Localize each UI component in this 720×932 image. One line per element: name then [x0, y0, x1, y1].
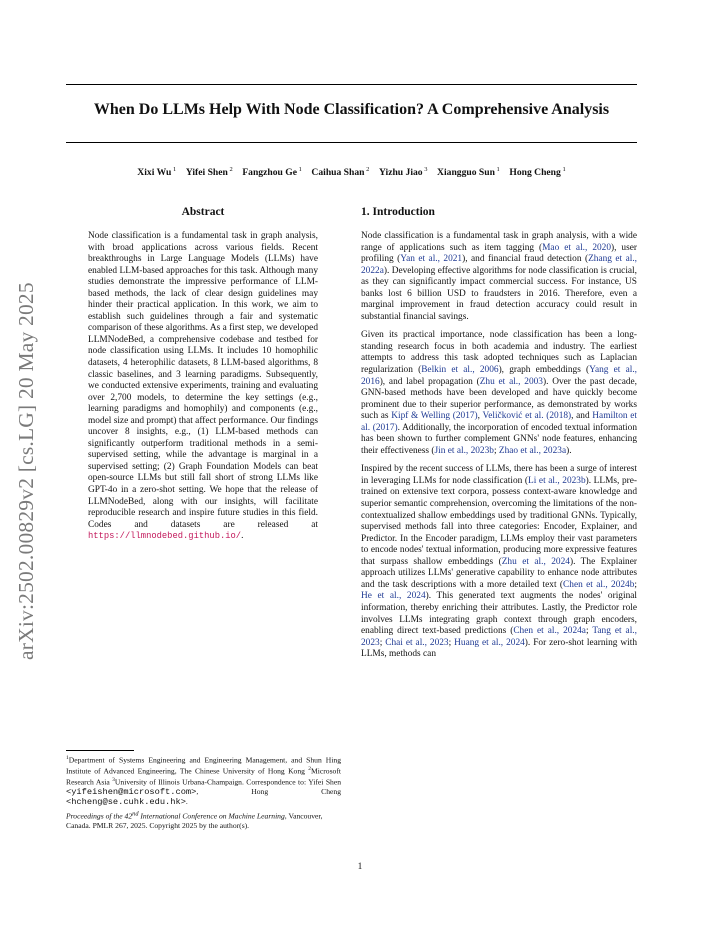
intro-paragraph-2: Given its practical importance, node classification has been a long-standing research focus in both academia and industry. The earliest attempts to address this task adopted techniques such as Laplacian regularization (Belkin et al., 2006), graph embeddings (Yang et al., 2016), and label propagation (Zhu et al., 2003). Over the past decade, GNN-based methods have been developed and have quickly become prominent due to their superior performance, as demonstrated by works such as Kipf & Welling (2017), Veličković et al. (2018), and Hamilton et al. (2017). Additionally, the incorporation of encoded textual information has been shown to further complement GNNs' node features, enhancing their effectiveness (Jin et al., 2023b; Zhao et al., 2023a). — [361, 330, 638, 456]
abstract-body: Node classification is a fundamental task in graph analysis, with broad applications across various fields. Recent breakthroughs in Large Language Models (LLMs) have enabled LLM-based approaches for this task. Although many studies demonstrate the impressive performance of LLM-based methods, the lack of clear design guidelines may hinder their practical application. In this work, we aim to establish such guidelines through a fair and systematic comparison of these algorithms. As a first step, we developed LLMNodeBed, a comprehensive codebase and testbed for node classification using LLMs. It includes 10 homophilic datasets, 4 heterophilic datasets, 8 LLM-based algorithms, 8 classic baselines, and 3 learning paradigms. Subsequently, we conducted extensive experiments, training and evaluating over 2,700 models, to determine the key settings (e.g., learning paradigms and homophily) and components (e.g., model size and prompt) that affect performance. Our findings uncover 8 insights, e.g., (1) LLM-based methods can significantly outperform traditional methods in a semi-supervised setting, while the advantage is marginal in a supervised setting; (2) Graph Foundation Models can beat open-source LLMs but still fall short of strong LLMs like GPT-4o in a zero-shot setting. We hope that the release of LLMNodeBed, along with our insights, will facilitate reproducible research and inspire future studies in this field. Codes and datasets are released at https://llmnodebed.github.io/. — [88, 231, 318, 542]
citation-link[interactable]: Chen et al., 2024a — [513, 626, 586, 637]
citation-link[interactable]: Yan et al., 2021 — [400, 254, 463, 265]
email-link[interactable]: <yifeishen@microsoft.com> — [66, 786, 197, 797]
citation-link[interactable]: Li et al., 2023b — [528, 475, 586, 486]
citation-link[interactable]: Veličković et al. (2018) — [482, 411, 572, 422]
abstract-text: Node classification is a fundamental task in graph analysis, with broad applications across various fields. Recent breakthroughs in Large Language Models (LLMs) have enabled LLM-based approaches for this task. Although many studies demonstrate the impressive performance of LLM-based methods, the lack of clear design guidelines may hinder their practical application. In this work, we aim to establish such guidelines through a fair and systematic comparison of these algorithms. As a first step, we developed LLMNodeBed, a comprehensive codebase and testbed for node classification using LLMs. It includes 10 homophilic datasets, 4 heterophilic datasets, 8 LLM-based algorithms, 8 classic baselines, and 3 learning paradigms. Subsequently, we conducted extensive experiments, training and evaluating over 2,700 models, to determine the key settings (e.g., learning paradigms and homophily) and components (e.g., model size and prompt) that affect performance. Our findings uncover 8 insights, e.g., (1) LLM-based methods can significantly outperform traditional methods in a semi-supervised setting, while the advantage is marginal in a supervised setting; (2) Graph Foundation Models can beat open-source LLMs but still fall short of strong LLMs like GPT-4o in a zero-shot setting. We hope that the release of LLMNodeBed, along with our insights, will facilitate reproducible research and inspire future studies in this field. Codes and datasets are released at — [88, 231, 318, 530]
author-affiliation: 1 — [171, 166, 177, 173]
citation-link[interactable]: Zhu et al., 2003 — [479, 376, 543, 387]
author-name: Fangzhou Ge — [242, 167, 297, 179]
author-affiliation: 1 — [560, 166, 566, 173]
citation-link[interactable]: Jin et al., 2023b — [434, 445, 494, 456]
citation-link[interactable]: He et al., 2024 — [361, 591, 426, 602]
intro-paragraph-3: Inspired by the recent success of LLMs, there has been a surge of interest in leveraging LLMs for node classification (Li et al., 2023b). LLMs, pre-trained on extensive text corpora, possess context-aware knowledge and superior semantic comprehension, overcoming the limitations of the non-contextualized shallow embeddings used by traditional GNNs. Typically, supervised methods fall into three categories: Encoder, Explainer, and Predictor. In the Encoder paradigm, LLMs employ their vast parameters to encode nodes' textual information, producing more expressive features that surpass shallow embeddings (Zhu et al., 2024). The Explainer approach utilizes LLMs' generative capability to enhance node attributes and the task descriptions with a more detailed text (Chen et al., 2024b; He et al., 2024). This generated text augments the nodes' original information, thereby enriching their attributes. Lastly, the Predictor role involves LLMs integrating graph context through graph encoders, enabling direct text-based predictions (Chen et al., 2024a; Tang et al., 2023; Chai et al., 2023; Huang et al., 2024). For zero-shot learning with LLMs, methods can — [361, 464, 638, 660]
author-affiliation: 2 — [364, 166, 370, 173]
citation-link[interactable]: Chai et al., 2023 — [385, 637, 449, 648]
affiliation-footnote: $^1$Department of Systems Engineering and Engineering Management, and Shun Hing Institute of Advanced Engineering, The Chinese University of Hong Kong $^2$Microsoft Research Asia $^3$University of Illinois Urbana-Champaign. Correspondence to: Yifei Shen <yifeishen@microsoft.com>, Hong Cheng <hcheng@se.cuhk.edu.hk>. — [66, 755, 342, 808]
author-name: Caihua Shan — [311, 167, 365, 179]
title-bottom-rule — [66, 142, 637, 143]
citation-link[interactable]: Kipf & Welling (2017) — [391, 411, 478, 422]
citation-link[interactable]: Yang et al., 2016 — [361, 365, 637, 387]
author-affiliation: 1 — [494, 166, 500, 173]
citation-link[interactable]: Zhu et al., 2024 — [501, 556, 570, 567]
author-affiliation: 2 — [227, 166, 233, 173]
citation-link[interactable]: Huang et al., 2024 — [454, 637, 525, 648]
author-name: Yizhu Jiao — [378, 167, 423, 179]
citation-link[interactable]: Belkin et al., 2006 — [421, 365, 499, 376]
author-affiliation: 3 — [422, 166, 428, 173]
author-name: Xixi Wu — [137, 167, 172, 179]
code-link[interactable]: https://llmnodebed.github.io/ — [88, 531, 242, 542]
proceedings-note: Proceedings of the 42nd International Conference on Machine Learning, Vancouver, Canada. PMLR 267, 2025. Copyright 2025 by the author(s). — [66, 810, 323, 831]
citation-link[interactable]: Zhao et al., 2023a — [498, 445, 567, 456]
author-name: Hong Cheng — [509, 167, 561, 179]
author-name: Yifei Shen — [185, 167, 228, 179]
right-column — [361, 205, 637, 668]
citation-link[interactable]: Tang et al., 2023 — [361, 626, 637, 648]
paper-title: When Do LLMs Help With Node Classification? A Comprehensive Analysis — [93, 101, 610, 118]
introduction-heading: 1. Introduction — [361, 206, 435, 218]
email-link[interactable]: <hcheng@se.cuhk.edu.hk> — [66, 797, 186, 808]
citation-link[interactable]: Zhang et al., 2022a — [361, 254, 637, 276]
citation-link[interactable]: Hamilton et al. (2017) — [361, 411, 637, 433]
citation-link[interactable]: Mao et al., 2020 — [542, 242, 612, 253]
footnote-rule — [66, 750, 134, 751]
arxiv-identifier[interactable]: arXiv:2502.00829v2 [cs.LG] 20 May 2025 — [14, 282, 38, 660]
abstract-heading: Abstract — [181, 206, 225, 218]
left-column — [88, 205, 318, 543]
intro-paragraph-1: Node classification is a fundamental task in graph analysis, with a wide range of applications such as item tagging (Mao et al., 2020), user profiling (Yan et al., 2021), and financial fraud detection (Zhang et al., 2022a). Developing effective algorithms for node classification is crucial, as they can significantly impact commercial success. For instance, US banks lost 6 billion USD to fraudsters in 2016. Therefore, even a marginal improvement in fraud detection accuracy could result in substantial financial savings. — [361, 231, 637, 322]
top-rule — [66, 84, 637, 85]
author-affiliation: 1 — [296, 166, 302, 173]
author-list — [66, 166, 637, 178]
page-number: 1 — [357, 862, 363, 872]
citation-link[interactable]: Chen et al., 2024b — [563, 579, 635, 590]
author-name: Xiangguo Sun — [437, 167, 495, 179]
